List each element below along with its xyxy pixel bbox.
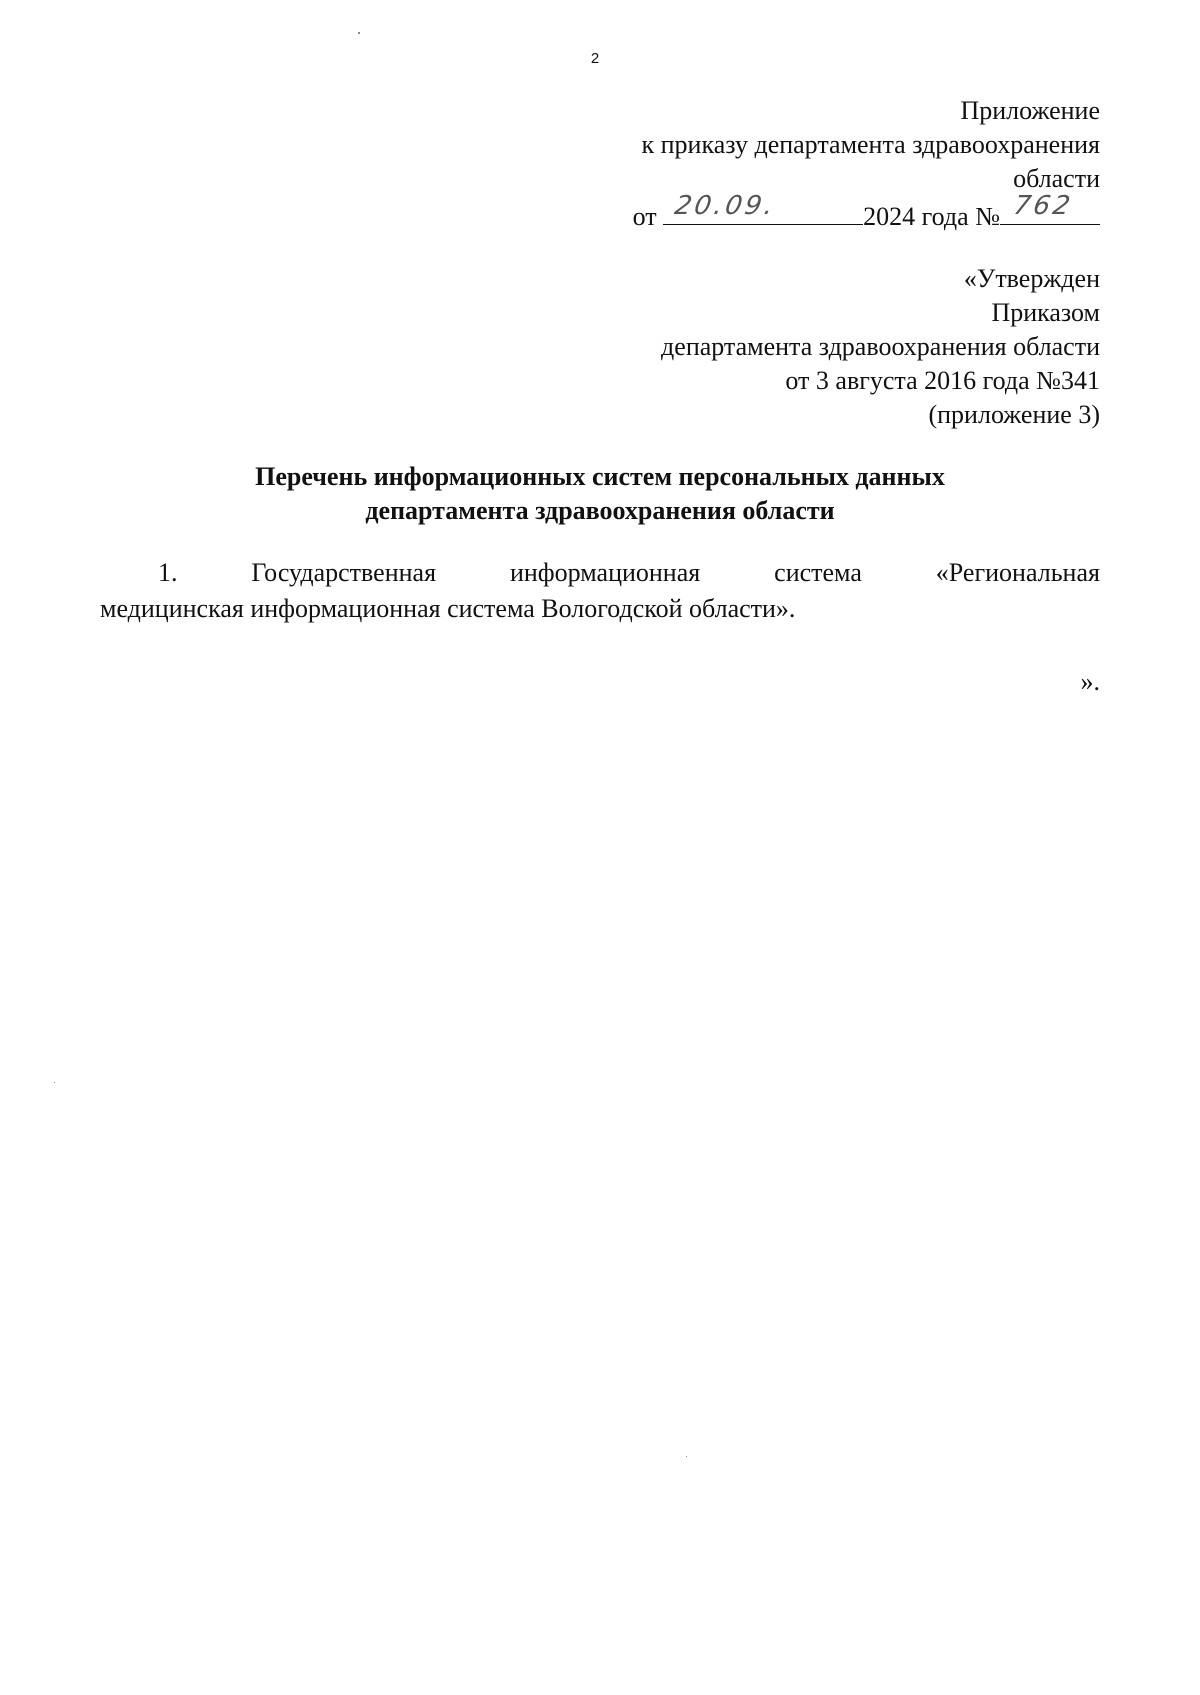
scan-speck (54, 1082, 55, 1083)
appendix-header (540, 94, 1100, 234)
approval-appendix-ref: (приложение 3) (928, 400, 1100, 429)
list-item-1-first-line (100, 555, 1100, 591)
closing-quote: ». (1080, 667, 1100, 696)
number-blank (1000, 191, 1100, 225)
appendix-order-ref: к приказу департамента здравоохранения (641, 130, 1100, 159)
handwritten-number: 762 (1011, 191, 1076, 221)
list-item-1 (100, 555, 1100, 627)
page-number: 2 (590, 50, 600, 67)
appendix-region: области (1013, 164, 1100, 193)
item-word: информационная (509, 558, 701, 587)
date-prefix: от (632, 202, 657, 231)
year-text: 2024 года № (863, 202, 1000, 231)
scan-speck (686, 1456, 687, 1457)
approval-block (540, 262, 1100, 432)
item-word: «Региональная (935, 558, 1100, 587)
item-word: Государственная (251, 558, 437, 587)
approval-label: «Утвержден (963, 264, 1100, 293)
item-number: 1. (158, 558, 178, 587)
scan-speck (358, 32, 360, 34)
appendix-label: Приложение (960, 96, 1100, 125)
handwritten-date: 20.09. (672, 191, 779, 221)
appendix-date-line (540, 191, 1100, 234)
item-word: система (774, 558, 862, 587)
approval-order: Приказом (991, 298, 1100, 327)
title-line-1: Перечень информационных систем персональных данных (255, 462, 945, 491)
title-line-2: департамента здравоохранения области (365, 496, 835, 525)
approval-department: департамента здравоохранения области (661, 332, 1100, 361)
document-title (100, 460, 1100, 528)
approval-date: от 3 августа 2016 года №341 (785, 366, 1100, 395)
date-blank (663, 191, 863, 225)
list-item-1-continuation: медицинская информационная система Вологодской области». (100, 594, 796, 623)
